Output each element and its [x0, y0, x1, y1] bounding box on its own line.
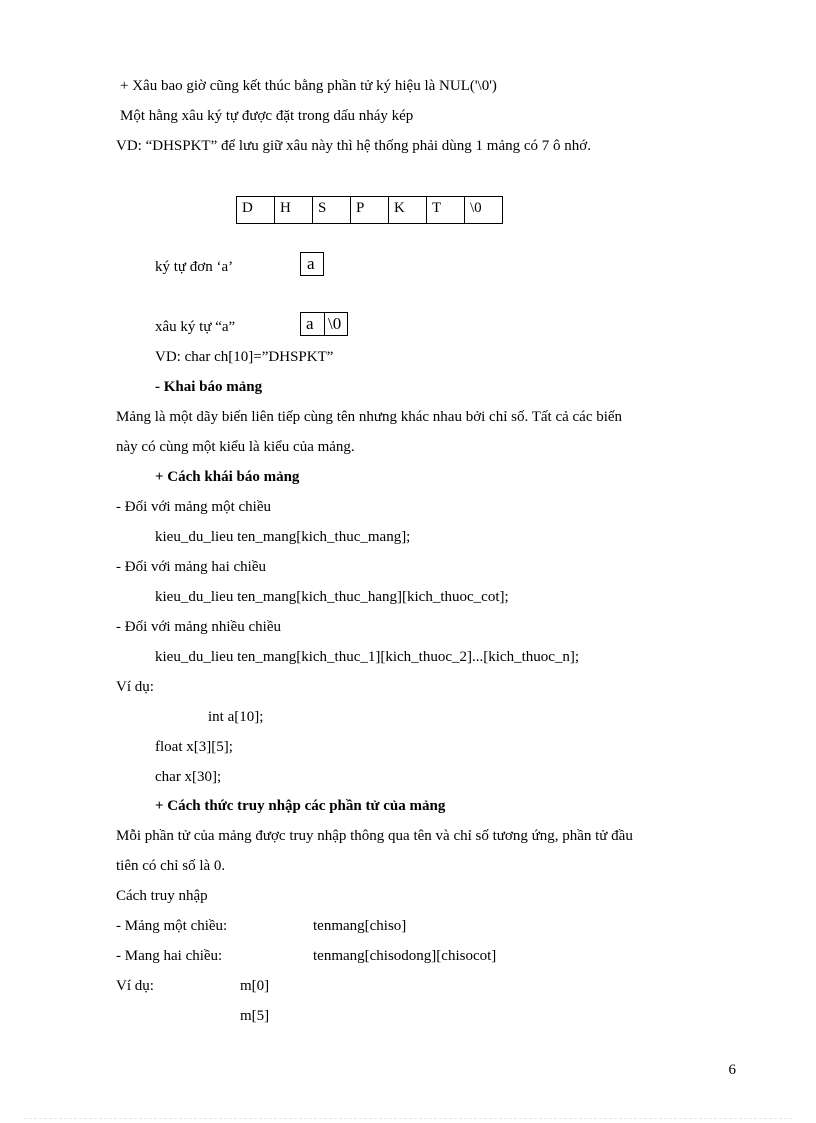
- two-dim-access-label: - Mang hai chiều:: [116, 948, 223, 964]
- memory-cell: P: [351, 196, 389, 224]
- vd-char-declaration: VD: char ch[10]=”DHSPKT”: [155, 349, 334, 365]
- line-vd-dhspkt: VD: “DHSPKT” để lưu giữ xâu này thì hệ thống phải dùng 1 mảng có 7 ô nhớ.: [116, 138, 591, 154]
- example-m5: m[5]: [240, 1008, 270, 1024]
- memory-cell: D: [237, 196, 275, 224]
- one-dim-access-label: - Mảng một chiều:: [116, 918, 228, 934]
- heading-cach-khai-bao: + Cách khái báo mảng: [155, 469, 300, 485]
- example-int: int a[10];: [208, 709, 264, 725]
- cach-truy-nhap: Cách truy nhập: [116, 888, 208, 904]
- one-dim-syntax: kieu_du_lieu ten_mang[kich_thuc_mang];: [155, 529, 411, 545]
- page-number: 6: [728, 1062, 736, 1078]
- memory-cell: S: [313, 196, 351, 224]
- heading-truy-nhap: + Cách thức truy nhập các phần tử của mảng: [155, 798, 446, 814]
- string-char-cell: \0: [324, 313, 347, 335]
- paragraph-1a: Mảng là một dãy biến liên tiếp cùng tên nhưng khác nhau bởi chỉ số. Tất cả các biến: [116, 409, 623, 425]
- one-dim-label: - Đối với mảng một chiều: [116, 499, 271, 515]
- line-nul: + Xâu bao giờ cũng kết thúc bằng phần tử ký hiệu là NUL('\0'): [120, 78, 497, 94]
- memory-cell: \0: [465, 196, 503, 224]
- memory-cell: H: [275, 196, 313, 224]
- two-dim-syntax: kieu_du_lieu ten_mang[kich_thuc_hang][kich_thuoc_cot];: [155, 589, 509, 605]
- single-char-box: a: [300, 252, 324, 276]
- heading-khai-bao-mang: - Khai báo mảng: [155, 379, 263, 395]
- two-dim-access: tenmang[chisodong][chisocot]: [313, 948, 497, 964]
- example-m0: m[0]: [240, 978, 270, 994]
- two-dim-label: - Đối với mảng hai chiều: [116, 559, 266, 575]
- multi-dim-syntax: kieu_du_lieu ten_mang[kich_thuc_1][kich_thuoc_2]...[kich_thuoc_n];: [155, 649, 580, 665]
- string-char-box: [300, 312, 348, 336]
- paragraph-1b: này có cùng một kiểu là kiểu của mảng.: [116, 439, 355, 455]
- example-float: float x[3][5];: [155, 739, 233, 755]
- page-bottom-divider: [24, 1118, 792, 1119]
- example-char: char x[30];: [155, 769, 222, 785]
- paragraph-2b: tiên có chỉ số là 0.: [116, 858, 226, 874]
- memory-cell: T: [427, 196, 465, 224]
- vi-du-label: Ví dụ:: [116, 679, 154, 695]
- vi-du-label-2: Ví dụ:: [116, 978, 154, 994]
- one-dim-access: tenmang[chiso]: [313, 918, 407, 934]
- memory-cells-diagram: [236, 196, 503, 224]
- memory-cell: K: [389, 196, 427, 224]
- paragraph-2a: Mỗi phần tử của mảng được truy nhập thông qua tên và chỉ số tương ứng, phần tử đầu: [116, 828, 633, 844]
- single-char-label: ký tự đơn ‘a’: [155, 259, 234, 275]
- multi-dim-label: - Đối với mảng nhiều chiều: [116, 619, 281, 635]
- string-char-label: xâu ký tự “a”: [155, 319, 236, 335]
- line-string-constant: Một hằng xâu ký tự được đặt trong dấu nháy kép: [120, 108, 414, 124]
- string-char-cell: a: [306, 314, 314, 333]
